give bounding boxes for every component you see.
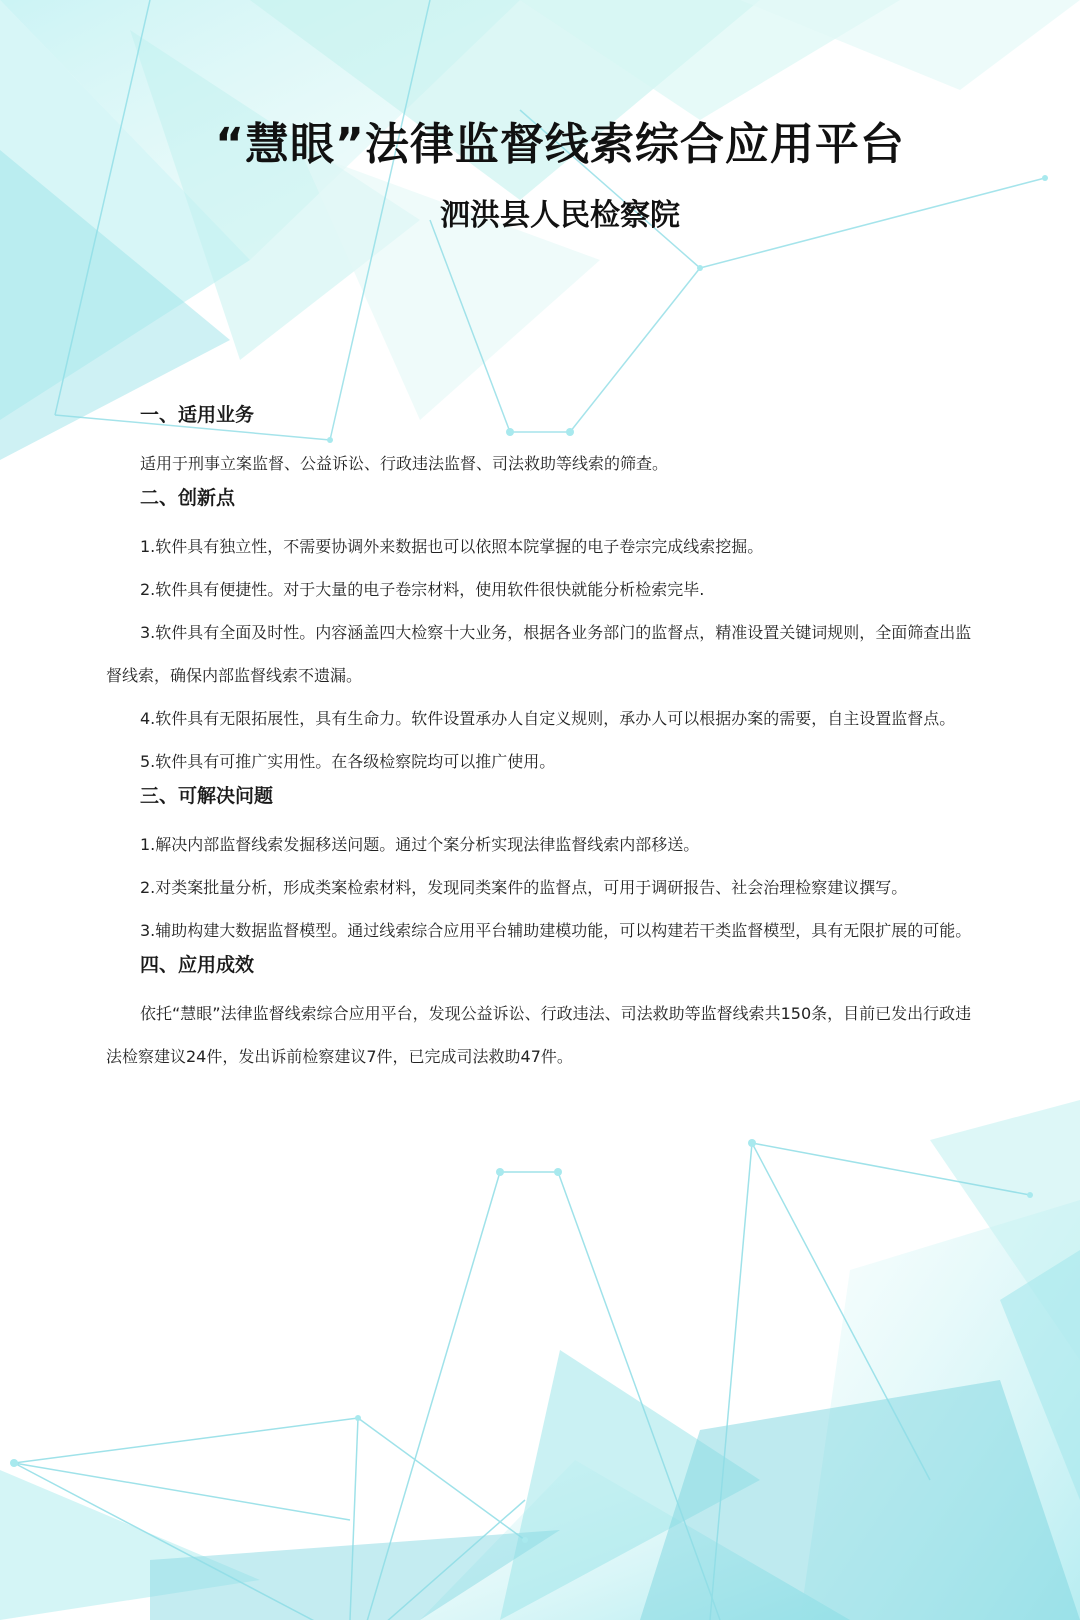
section-solvable-problems — [106, 783, 972, 952]
paragraph: 适用于刑事立案监督、公益诉讼、行政违法监督、司法救助等线索的筛查。 — [140, 454, 669, 473]
paragraph: 4.软件具有无限拓展性，具有生命力。软件设置承办人自定义规则，承办人可以根据办案的需要，自主设置监督点。 — [140, 709, 956, 728]
paragraph: 2.对类案批量分析，形成类案检索材料，发现同类案件的监督点，可用于调研报告、社会治理检察建议撰写。 — [140, 878, 908, 897]
section-innovations — [106, 485, 972, 783]
section-applicable-business — [106, 402, 972, 485]
paragraph: 2.软件具有便捷性。对于大量的电子卷宗材料，使用软件很快就能分析检索完毕. — [140, 580, 705, 599]
paragraph: 1.解决内部监督线索发掘移送问题。通过个案分析实现法律监督线索内部移送。 — [140, 835, 700, 854]
paragraph: 5.软件具有可推广实用性。在各级检察院均可以推广使用。 — [140, 752, 556, 771]
section-heading: 三、可解决问题 — [140, 785, 274, 807]
document-body — [106, 402, 972, 1078]
paragraph: 3.软件具有全面及时性。内容涵盖四大检察十大业务，根据各业务部门的监督点，精准设置关键词规则，全面筛查出监督线索，确保内部监督线索不遗漏。 — [106, 623, 972, 685]
section-heading: 一、适用业务 — [140, 404, 255, 426]
section-heading: 二、创新点 — [140, 487, 236, 509]
paragraph: 3.辅助构建大数据监督模型。通过线索综合应用平台辅助建模功能，可以构建若干类监督模型，具有无限扩展的可能。 — [140, 921, 972, 940]
page-title: “慧眼”法律监督线索综合应用平台 — [215, 119, 905, 170]
organization-name: 泗洪县人民检察院 — [440, 198, 680, 233]
paragraph: 1.软件具有独立性，不需要协调外来数据也可以依照本院掌握的电子卷宗完成线索挖掘。 — [140, 537, 764, 556]
paragraph: 依托“慧眼”法律监督线索综合应用平台，发现公益诉讼、行政违法、司法救助等监督线索共150条，目前已发出行政违法检察建议24件，发出诉前检察建议7件，已完成司法救助47件。 — [106, 1004, 972, 1066]
section-heading: 四、应用成效 — [140, 954, 255, 976]
section-results — [106, 952, 972, 1078]
